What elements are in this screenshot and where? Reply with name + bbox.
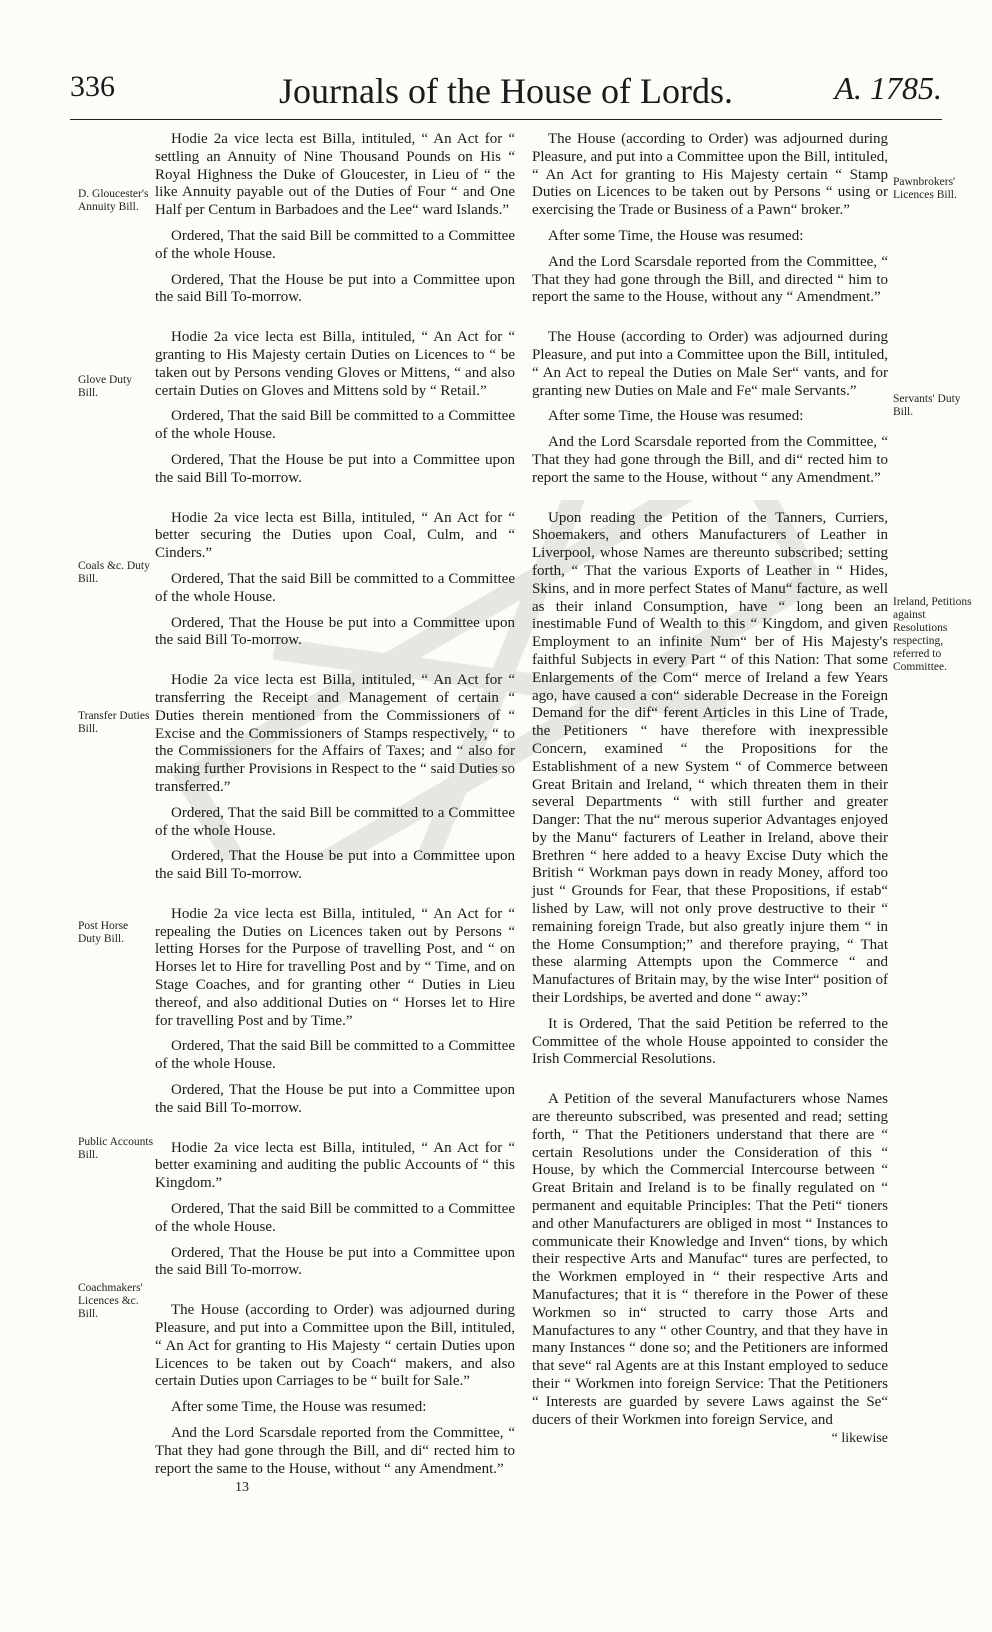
paragraph: Ordered, That the House be put into a Committee upon the said Bill To-morrow. <box>155 1244 515 1279</box>
margin-note: Coals &c. Duty Bill. <box>78 560 150 585</box>
paragraph: After some Time, the House was resumed: <box>548 227 804 244</box>
margin-note: Glove Duty Bill. <box>78 374 132 399</box>
paragraph: Upon reading the Petition of the Tanners, Curriers, Shoemakers, and others Manufacturers of Leather in Liverpool, whose Names are thereunto subscribed; setting forth, “ That the various Exports of Leather in “ Hides, Skins, and in more perfect States of Manu“ facture, as well as their inland Consumption, have “ long been an inestimable Fund of Wealth to this “ Kingdom, and given Employment to an infinite Num“ ber of His Majesty's faithful Subjects in every Part “ of this Nation: That some Enlargements of the Com“ merce of Ireland a few Years ago, have caused a con“ siderable Decrease in the Foreign Demand for the dif“ ferent Articles in this Line of Trade, the Petitioners “ have therefore with inexpressible Concern, examined “ the Propositions for the Establishment of a new System “ of Commerce between Great Britain and Ireland, “ which threaten them in their several Departments “ with still further and greater Danger: That the nu“ merous superior Advantages enjoyed by the Manu“ facturers of Leather in Ireland, above their Brethren “ here added to a heavy Excise Duty which the British “ Workman pays down in ready Money, afford too just “ Grounds for Fear, that these Propositions, if estab“ lished by Law, will not only prove destructive to their “ remaining foreign Trade, but also greatly injure them “ in the Home Consumption;” and therefore praying, “ That these alarming Attempts upon the Commerce “ and Manufactures of Britain may, by the wise Inter“ position of their Lordships, be averted and done “ away:” <box>532 509 888 1007</box>
signature-mark: 13 <box>235 1480 249 1496</box>
paragraph: Hodie 2a vice lecta est Billa, intituled, “ An Act for “ transferring the Receipt and Management of certain “ Duties therein mentioned from the Commissioners of “ Excise and the Commissioners of Stamps respectively, “ to the Commissioners for the Affairs of Taxes; and “ also for making further Provisions in Respect to the “ said Duties so transferred.” <box>155 672 515 795</box>
paragraph: Ordered, That the said Bill be committed to a Committee of the whole House. <box>155 227 515 262</box>
paragraph: Ordered, That the said Bill be committed to a Committee of the whole House. <box>155 408 515 443</box>
left-column <box>155 131 515 1496</box>
paragraph: Ordered, That the House be put into a Committee upon the said Bill To-morrow. <box>155 271 515 306</box>
margin-note: Ireland, Petitions against Resolutions respecting, referred to Committee. <box>893 596 972 673</box>
paragraph: Ordered, That the House be put into a Committee upon the said Bill To-morrow. <box>155 1082 515 1116</box>
paragraph: It is Ordered, That the said Petition be referred to the Committee of the whole House appointed to consider the Irish Commercial Resolutions. <box>532 1015 888 1068</box>
paragraph: Hodie 2a vice lecta est Billa, intituled, “ An Act for “ better securing the Duties upon Coal, Culm, and “ Cinders.” <box>155 509 515 562</box>
paragraph: The House (according to Order) was adjourned during Pleasure, and put into a Committee upon the Bill, intituled, “ An Act for granting to His Majesty “ certain Duties upon Licences to be taken out by Coach“ makers, and also certain Duties upon Carriages to be “ built for Sale.” <box>155 1302 515 1390</box>
right-column <box>532 131 888 1447</box>
paragraph: Hodie 2a vice lecta est Billa, intituled, “ An Act for “ settling an Annuity of Nine Thousand Pounds on His “ Royal Highness the Duke of Gloucester, in Lieu of “ the like Annuity payable out of the Duties of Four “ and One Half per Centum in Barbadoes and the Lee“ ward Islands.” <box>155 131 515 219</box>
page-number: 336 <box>70 70 115 103</box>
header-rule <box>70 119 942 120</box>
margin-note: Transfer Duties Bill. <box>78 710 150 735</box>
paragraph: A Petition of the several Manufacturers whose Names are thereunto subscribed, was presented and read; setting forth, “ That the Petitioners understand that there are “ certain Resolutions under the Consideration of this “ House, by which the Commercial Intercourse between “ Great Britain and Ireland is to be finally regulated on “ permanent and equitable Principles: That the Peti“ tioners and other Manufacturers are obliged in most “ Instances to communicate their Knowledge and Inven“ tions, by which their respective Arts and Manufac“ tures are perfected, to the Workmen employed in “ their respective Arts and Manufactures; that it is “ therefore in the Power of these Workmen so in“ structed to carry those Arts and Manufactures to any “ other Country, and that they have in many Instances “ done so; and the Petitioners are informed that seve“ ral Agents are at this Instant employed to seduce their “ Workmen into foreign Service: That the Petitioners “ Interests are guarded by severe Laws against the Se“ ducers of their Workmen into foreign Service, and <box>532 1091 888 1428</box>
paragraph: After some Time, the House was resumed: <box>171 1399 427 1416</box>
paragraph: Hodie 2a vice lecta est Billa, intituled, “ An Act for “ better examining and auditing the public Accounts of “ this Kingdom.” <box>155 1139 515 1192</box>
paragraph: Ordered, That the said Bill be committed to a Committee of the whole House. <box>155 804 515 839</box>
paragraph: Ordered, That the said Bill be committed to a Committee of the whole House. <box>155 1201 515 1235</box>
catchword: “ likewise <box>831 1431 888 1447</box>
year-label: A. 1785. <box>834 70 942 106</box>
margin-note: Servants' Duty Bill. <box>893 393 961 418</box>
paragraph: And the Lord Scarsdale reported from the Committee, “ That they had gone through the Bill, and di“ rected him to report the same to the House, without “ any Amendment.” <box>155 1425 515 1477</box>
paragraph: Ordered, That the said Bill be committed to a Committee of the whole House. <box>155 1038 515 1073</box>
paragraph: And the Lord Scarsdale reported from the Committee, “ That they had gone through the Bill, and di“ rected him to report the same to the House, without “ any Amendment.” <box>532 434 888 486</box>
paragraph: Hodie 2a vice lecta est Billa, intituled, “ An Act for “ repealing the Duties on Licences taken out by Persons “ letting Horses for the Purpose of travelling Post, and “ on Horses let to Hire for travelling Post and by “ Time, and on Stage Coaches, and for granting other “ Duties in Lieu thereof, and also additional Duties on “ Horses let to Hire for travelling Post and by Time.” <box>155 905 515 1029</box>
page-header <box>70 70 942 120</box>
paragraph: The House (according to Order) was adjourned during Pleasure, and put into a Committee upon the Bill, intituled, “ An Act for granting to His Majesty certain “ Stamp Duties on Licences to be taken out by Persons “ using or exercising the Trade or Business of a Pawn“ broker.” <box>532 131 888 219</box>
margin-note: Public Accounts Bill. <box>78 1136 154 1161</box>
margin-note: Pawnbrokers' Licences Bill. <box>893 176 957 201</box>
paragraph: Ordered, That the House be put into a Committee upon the said Bill To-morrow. <box>155 614 515 649</box>
paragraph: Ordered, That the House be put into a Committee upon the said Bill To-morrow. <box>155 848 515 883</box>
margin-note: Coachmakers' Licences &c. Bill. <box>78 1282 143 1320</box>
margin-note: Post Horse Duty Bill. <box>78 920 129 945</box>
paragraph: And the Lord Scarsdale reported from the Committee, “ That they had gone through the Bill, and directed “ him to report the same to the House, without any “ Amendment.” <box>532 253 888 306</box>
paragraph: Hodie 2a vice lecta est Billa, intituled, “ An Act for “ granting to His Majesty certain Duties on Licences to “ be taken out by Persons vending Gloves or Mittens, “ and also certain Duties on Gloves and Mittens sold by “ Retail.” <box>155 329 515 399</box>
paragraph: Ordered, That the said Bill be committed to a Committee of the whole House. <box>155 570 515 605</box>
paragraph: The House (according to Order) was adjourned during Pleasure, and put into a Committee upon the Bill, intituled, “ An Act to repeal the Duties on Male Ser“ vants, and for granting new Duties on Male and Fe“ male Servants.” <box>532 329 888 399</box>
paragraph: Ordered, That the House be put into a Committee upon the said Bill To-morrow. <box>155 451 515 486</box>
margin-note: D. Gloucester's Annuity Bill. <box>78 188 149 213</box>
paragraph: After some Time, the House was resumed: <box>548 408 804 425</box>
journal-title: Journals of the House of Lords. <box>279 71 733 111</box>
